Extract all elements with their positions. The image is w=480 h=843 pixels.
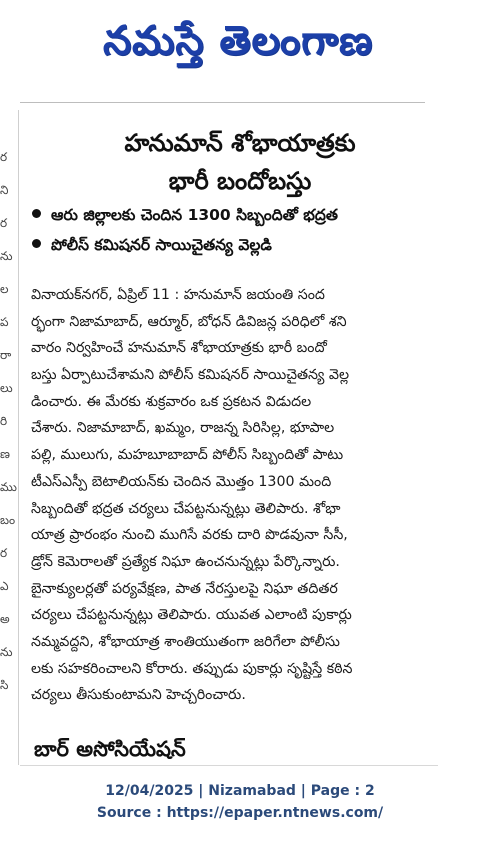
bullet-dot-icon [32,239,41,248]
body-line: డించారు. ఈ మేరకు శుక్రవారం ఒక ప్రకటన విడుదల [31,393,312,410]
adjacent-column-glyph: ని [0,183,9,197]
adjacent-column-glyph: ప [0,315,9,329]
body-line: టీఎస్ఎస్పీ బెటాలియన్‌కు చెందిన మొత్తం 1300 మంది [31,473,332,490]
body-line: డ్రోన్ కెమెరాలతో ప్రత్యేక నిఘా ఉంచనున్నట్లు పేర్కొన్నారు. [31,553,340,570]
body-line: చర్యలు చేపట్టనున్నట్లు తెలిపారు. యువత ఎలాంటి పుకార్లు [31,607,352,624]
highlight-text: పోలీస్ కమిషనర్ సాయిచైతన్య వెల్లడి [51,236,272,254]
body-line: సిబ్బందితో భద్రత చర్యలు చేపట్టనున్నట్లు తెలిపారు. శోభా [31,500,341,517]
headline-line-2: భారీ బందోబస్తు [168,167,312,195]
headline-line-1: హనుమాన్ శోభాయాత్రకు [124,129,356,157]
adjacent-column-glyph: ల [0,282,9,296]
adjacent-column-glyph: సి [0,678,9,692]
column-divider [18,110,19,765]
adjacent-column-glyph: ఎ [0,579,9,593]
adjacent-column-glyph: బం [0,513,16,527]
adjacent-column-glyph: ర [0,546,8,560]
adjacent-column-glyph: ణ [0,447,10,461]
body-line: బస్తు ఏర్పాటుచేశామని పోలీస్ కమిషనర్ సాయిచైతన్య వెల్ల [31,367,350,384]
adjacent-column-fragment [0,150,17,720]
highlight-item [32,200,472,230]
article-highlights [32,200,472,260]
adjacent-column-glyph: ను [0,645,13,659]
adjacent-column-glyph: అ [0,612,10,626]
body-line: పల్లి, ములుగు, మహబూబాబాద్ పోలీస్ సిబ్బందితో పాటు [31,447,344,464]
adjacent-column-glyph: లు [0,381,13,395]
adjacent-column-glyph: రా [0,348,12,362]
body-line: చేశారు. నిజామాబాద్, ఖమ్మం, రాజన్న సిరిసిల్ల, భూపాల [31,420,335,437]
bullet-dot-icon [32,209,41,218]
body-line: వారం నిర్వహించే హనుమాన్ శోభాయాత్రకు భారీ బందో [31,340,327,357]
next-article-headline: బార్ అసోసియేషన్ [34,737,186,761]
body-line: యాత్ర ప్రారంభం నుంచి ముగిసే వరకు దారి పొడవునా సీసీ, [31,527,348,544]
highlight-item [32,230,472,260]
adjacent-column-glyph: ము [0,480,17,494]
adjacent-column-glyph: ను [0,249,13,263]
highlight-text: ఆరు జిల్లాలకు చెందిన 1300 సిబ్బందితో భద్రత [51,206,338,224]
body-line: లకు సహకరించాలని కోరారు. తప్పుడు పుకార్లు సృష్టిస్తే కఠిన [31,660,353,677]
adjacent-column-glyph: ర [0,216,8,230]
body-line: బైనాక్యులర్లతో పర్యవేక్షణ, పాత నేరస్తులపై నిఘా తదితర [31,580,338,597]
edition-info: 12/04/2025 | Nizamabad | Page : 2 [105,783,375,799]
article-body [31,282,449,709]
newspaper-masthead: నమస్తే తెలంగాణ [102,18,374,64]
body-line: ర్భంగా నిజామాబాద్, ఆర్మూర్, బోధన్ డివిజన్ల పరిధిలో శని [31,313,347,330]
body-line: వినాయక్‌నగర్, ఏప్రిల్ 11 : హనుమాన్ జయంతి సంద [31,287,325,303]
body-line: చర్యలు తీసుకుంటామని హెచ్చరించారు. [31,687,246,704]
body-line: నమ్మవద్దని, శోభాయాత్ర శాంతియుతంగా జరిగేలా పోలీసు [31,633,340,650]
footer-divider [20,765,438,766]
adjacent-column-glyph: ర [0,150,8,164]
masthead-divider [20,102,425,103]
article-headline [30,124,450,200]
adjacent-column-glyph: రి [0,414,8,428]
source-link[interactable]: Source : https://epaper.ntnews.com/ [96,805,384,821]
